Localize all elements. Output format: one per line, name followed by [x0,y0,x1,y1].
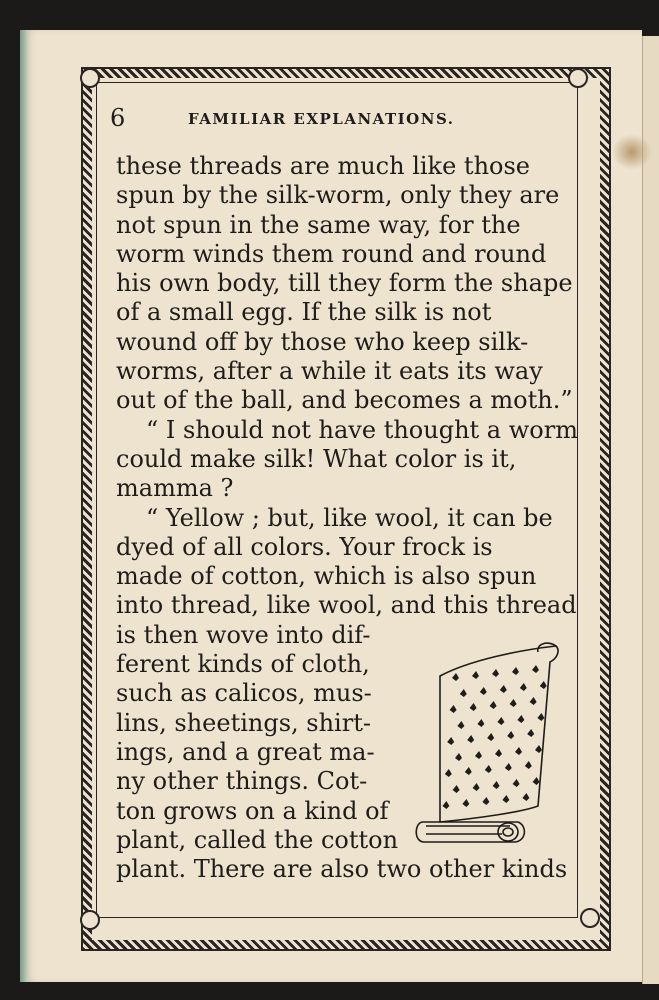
corner-ornament-icon [580,908,600,928]
text-line: ings, and a great ma- [116,737,375,766]
fabric-motif [533,777,540,789]
text-line: dyed of all colors. Your frock is [116,532,493,561]
fabric-motif [465,767,472,779]
fabric-motif [487,733,494,745]
page-header [110,104,580,134]
text-line: of a small egg. If the silk is not [116,298,492,327]
corner-ornament-icon [80,68,100,88]
text-line: ferent kinds of cloth, [116,650,370,679]
text-line: into thread, like wool, and this thread [116,591,577,620]
fabric-motif [495,749,502,761]
text-line: “ I should not have thought a worm [146,415,578,444]
fabric-motif [475,751,482,763]
text-line: “ Yellow ; but, like wool, it can be [146,503,553,532]
fabric-motif [540,681,547,693]
fabric-motif [532,665,539,677]
fabric-motif [472,671,479,683]
fabric-motif [513,779,520,791]
fabric-motif [485,765,492,777]
fabric-motif [522,793,529,805]
text-line: not spun in the same way, for the [116,210,521,239]
text-line: plant. There are also two other kinds [116,855,568,884]
running-head: FAMILIAR EXPLANATIONS. [188,110,455,128]
fabric-motif [452,673,459,685]
text-line: lins, sheetings, shirt- [116,708,371,737]
fabric-motif [445,769,452,781]
fabric-motif [527,729,534,741]
text-line: ton grows on a kind of [116,796,389,825]
fabric-motif [455,753,462,765]
fabric-motif [457,721,464,733]
text-line: plant, called the cotton [116,825,399,854]
fabric-motif [493,781,500,793]
fabric-motif [473,783,480,795]
text-line: out of the ball, and becomes a moth.” [116,386,573,415]
cloth-bolt-illustration [410,636,566,844]
fabric-motif [530,697,537,709]
fabric-motif [442,801,449,813]
fabric-motif [450,705,457,717]
fabric-motif [525,761,532,773]
fabric-motif [520,683,527,695]
text-line: such as calicos, mus- [116,679,372,708]
fabric-motif [535,745,542,757]
text-line: mamma ? [116,474,234,503]
text-line: spun by the silk-worm, only they are [116,181,560,210]
fabric-motif [482,797,489,809]
fabric-motif [467,735,474,747]
corner-ornament-icon [568,68,588,88]
fabric-motif [502,795,509,807]
corner-ornament-icon [80,910,100,930]
fabric-motif [477,719,484,731]
fabric-motif [537,713,544,725]
fabric-motif [497,717,504,729]
text-line: is then wove into dif- [116,620,371,649]
fabric-motif [510,699,517,711]
fabric-motif [517,715,524,727]
fabric-motif [500,685,507,697]
fabric-motif [505,763,512,775]
fabric-motif [480,687,487,699]
fabric-motif [507,731,514,743]
text-line: worm winds them round and round [116,239,547,268]
paper-stain [612,134,652,170]
text-line: wound off by those who keep silk- [116,327,529,356]
fabric-motif [515,747,522,759]
text-line: could make silk! What color is it, [116,444,517,473]
fabric-motif [512,667,519,679]
text-line: these threads are much like those [116,152,530,180]
fabric-motif [492,669,499,681]
fabric-motif [447,737,454,749]
text-line: his own body, till they form the shape [116,269,573,298]
text-line: ny other things. Cot- [116,767,368,796]
page-number: 6 [110,104,126,132]
fabric-motif [460,689,467,701]
book-spine-edge [20,30,28,982]
fabric-motif [470,703,477,715]
text-line: made of cotton, which is also spun [116,562,537,591]
fabric-motif [462,799,469,811]
facing-page-edge [642,36,659,984]
fabric-motif [453,785,460,797]
text-line: worms, after a while it eats its way [116,357,543,386]
fabric-motif [490,701,497,713]
